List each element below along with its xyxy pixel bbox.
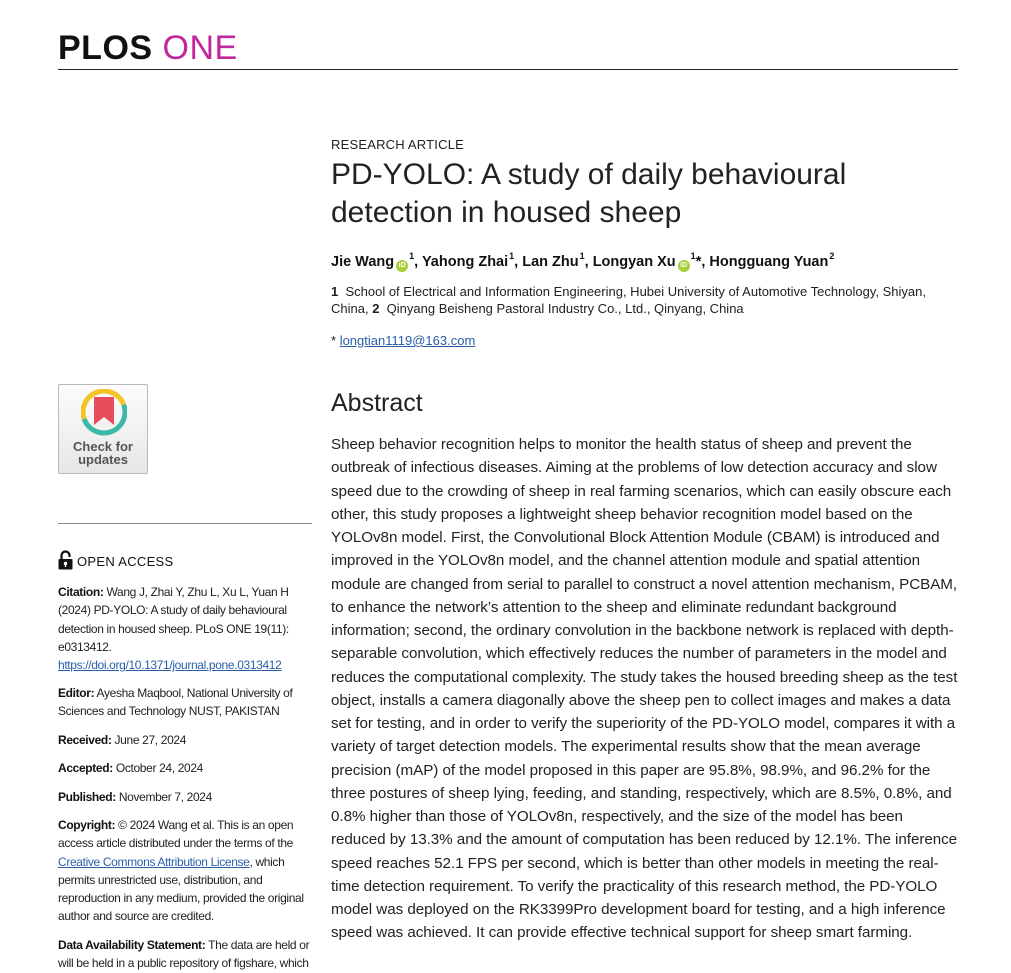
author[interactable]: Longyan Xu $iD^1*$	[592, 251, 702, 270]
copyright-text: © 2024 Wang et al. This is an open access article distributed under the terms of the	[58, 818, 294, 851]
open-access-badge	[58, 550, 174, 570]
abstract-text: Sheep behavior recognition helps to monitor the health status of sheep and prevent the outbreak of infectious diseases. Aiming at the problems of low detection accuracy and slow speed due to the crowding of sheep in real farming scenarios, which can easily obscure each other, this study proposes a lightweight sheep behavior recognition model based on the YOLOv8n model. First, the Convolutional Block Attention Module (CBAM) is introduced and improved in the YOLOv8n model, and the channel attention module and spatial attention module are changed from serial to parallel to construct a novel attention mechanism, PCBAM, to enhance the network’s attention to the sheep and eliminate redundant background information; second, the ordinary convolution in the backbone network is replaced with depth-separable convolution, which effectively reduces the number of parameters in the model and reduces the computational complexity. The study takes the housed breeding sheep as the test object, installs a camera diagonally above the sheep pen to collect images and makes a data set for testing, and in order to verify the superiority of the PD-YOLO model, compares it with a variety of target detection models. The experimental results show that the mean average precision (mAP) of the model proposed in this paper are 95.8%, 98.9%, and 96.2% for the three postures of sheep lying, feeding, and standing, respectively, which are 8.5%, 0.8%, and 0.8% higher than those of YOLOv8n, respectively, and the size of the model has been reduced by 13.3% and the amount of computation has been reduced by 12.1%. The inference speed reaches 52.1 FPS per second, which is better than other models in meeting the real-time detection requirement. To verify the practicality of this research method, the PD-YOLO model was deployed on the RK3399Pro development board for testing, and a high inference speed was achieved. It can provide effective technical support for sheep smart farming.	[331, 436, 958, 942]
author[interactable]: Lan Zhu$^1$	[522, 251, 585, 270]
accepted-value: October 24, 2024	[115, 761, 203, 775]
published-date	[58, 788, 314, 806]
affiliation-number: 1	[331, 284, 339, 299]
open-lock-icon	[58, 550, 73, 570]
citation-doi-link[interactable]: https://doi.org/10.1371/journal.pone.0313412	[58, 658, 282, 673]
license-link[interactable]: Creative Commons Attribution License	[58, 854, 250, 869]
data-availability	[58, 936, 314, 973]
data-availability-label: Data Availability Statement:	[58, 938, 206, 952]
author[interactable]: Hongguang Yuan$^2$	[709, 251, 835, 270]
article-title: PD-YOLO: A study of daily behavioural detection in housed sheep	[331, 158, 847, 229]
orcid-icon[interactable]: iD	[678, 260, 690, 272]
author[interactable]: Jie Wang $iD^1$	[331, 251, 415, 270]
copyright-label: Copyright:	[58, 818, 116, 832]
accepted-date	[58, 759, 314, 777]
editor-text: Ayesha Maqbool, National University of Sciences and Technology NUST, PAKISTAN	[58, 686, 293, 719]
editor-label: Editor:	[58, 686, 95, 700]
left-column-divider	[58, 523, 312, 524]
author[interactable]: Yahong Zhai$^1$	[421, 251, 515, 270]
citation-text: Wang J, Zhai Y, Zhu L, Xu L, Yuan H (2024) PD-YOLO: A study of daily behavioural detection in housed sheep. PLoS ONE 19(11): e0313412.	[58, 585, 289, 654]
email-link[interactable]: longtian1119@163.com	[339, 333, 476, 348]
published-value: November 7, 2024	[118, 790, 212, 804]
orcid-icon[interactable]: iD	[396, 260, 408, 272]
corresponding-mark: *	[695, 254, 702, 270]
affiliation-text: Qinyang Beisheng Pastoral Industry Co., Ltd., Qinyang, China	[386, 300, 744, 316]
received-label: Received:	[58, 733, 112, 747]
header-rule	[58, 69, 958, 70]
logo-one: ONE	[162, 29, 238, 67]
accepted-label: Accepted:	[58, 761, 113, 775]
open-access-label: OPEN ACCESS	[77, 554, 174, 569]
affiliations	[331, 284, 941, 317]
copyright	[58, 816, 314, 926]
citation	[58, 583, 314, 674]
article-type: RESEARCH ARTICLE	[331, 137, 464, 152]
check-for-updates-button[interactable]	[58, 384, 148, 474]
plos-one-logo[interactable]	[58, 28, 238, 68]
data-availability-text: The data are held or will be held in a public repository of figshare, which	[58, 938, 310, 971]
affiliation-number: 2	[372, 300, 380, 316]
corresponding-email	[331, 333, 475, 348]
received-date	[58, 731, 314, 749]
published-label: Published:	[58, 790, 116, 804]
citation-label: Citation:	[58, 585, 104, 599]
received-value: June 27, 2024	[114, 733, 187, 747]
corresponding-mark: *	[331, 333, 337, 348]
crossmark-icon	[81, 389, 127, 437]
copyright-text-after: , which permits unrestricted use, distribution, and reproduction in any medium, provided the original author and source are credited.	[58, 854, 304, 924]
abstract-heading: Abstract	[331, 389, 423, 417]
affiliation-text: School of Electrical and Information Engineering, Hubei University of Automotive Technology, Shiyan, China,	[331, 284, 926, 316]
logo-plos: PLOS	[58, 29, 153, 67]
editor	[58, 684, 314, 721]
author-list: Jie Wang $iD^1$, Yahong Zhai$^1$, Lan Zhu$^1$, Longyan Xu $iD^1*$, Hongguang Yuan$^2$	[331, 251, 835, 270]
check-for-updates-label: Check for updates	[73, 439, 133, 467]
